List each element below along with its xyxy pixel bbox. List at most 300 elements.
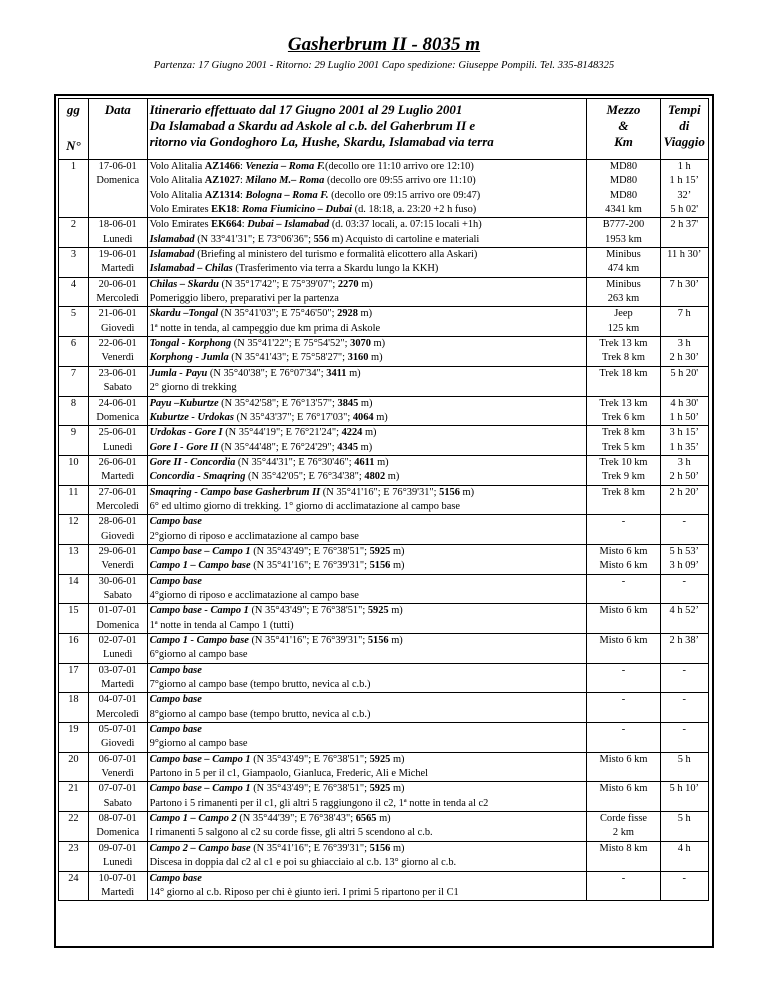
table-row (59, 604, 709, 634)
weekday: Domenica (96, 411, 140, 423)
itinerary-line (150, 307, 585, 321)
weekday: Martedì (101, 679, 135, 691)
itinerary-text-pre: 14° giorno al c.b. Riposo per chi è giunto ieri. I primi 5 ripartono per il C1 (149, 886, 459, 898)
mezzo-value (589, 708, 657, 722)
day-number: 5 (59, 307, 89, 337)
mezzo-cell (587, 307, 660, 337)
itinerary-line (150, 189, 585, 203)
table-row (59, 307, 709, 337)
itinerary-cell (147, 634, 587, 664)
itinerary-line (150, 470, 585, 484)
itinerary-text-bi: Campo base (149, 664, 202, 676)
mezzo-value (589, 589, 657, 603)
tempi-cell (660, 426, 708, 456)
header-gg-label: gg (66, 102, 80, 117)
tempi-cell (660, 218, 708, 248)
mezzo-value: Misto 6 km (599, 560, 648, 572)
itinerary-text-post: (N 35°42'58"; E 76°13'57"; (218, 397, 338, 409)
header-mezzo-line: Km (614, 134, 633, 149)
itinerary-cell (147, 515, 587, 545)
itinerary-text-pre: 9°giorno al campo base (149, 738, 248, 750)
mezzo-cell (587, 337, 660, 367)
itinerary-text-bi: Venezia – Roma F. (245, 161, 326, 172)
mezzo-cell (587, 693, 660, 723)
date: 06-07-01 (98, 753, 137, 765)
day-number: 3 (59, 248, 89, 278)
tempi-cell (660, 248, 708, 278)
itinerary-text-mid: : (240, 161, 246, 172)
itinerary-text-b2: 4611 (354, 456, 375, 468)
mezzo-value: - (621, 516, 626, 528)
mezzo-value: - (621, 575, 626, 587)
itinerary-text-b2: 6565 (355, 813, 377, 825)
weekday: Sabato (103, 797, 132, 809)
mezzo-value (589, 856, 657, 870)
day-number: 2 (59, 218, 89, 248)
mezzo-cell (587, 544, 660, 574)
date: 24-06-01 (98, 397, 137, 409)
itinerary-line (150, 367, 585, 381)
date: 21-06-01 (98, 308, 137, 320)
itinerary-text-post: (Trasferimento via terra a Skardu lungo la KKH) (232, 263, 439, 275)
mezzo-value: - (621, 664, 626, 676)
day-number: 21 (59, 782, 89, 812)
tempi-value: - (682, 724, 686, 736)
itinerary-line (150, 530, 585, 544)
itinerary-text-b2: 3070 (350, 338, 371, 350)
tempi-cell (660, 634, 708, 664)
itinerary-text-bi: Skardu –Tongal (149, 308, 219, 320)
weekday: Giovedì (100, 738, 135, 750)
tempi-value: 2 h 50’ (669, 471, 699, 483)
tempi-cell (660, 782, 708, 812)
itinerary-text-b2: 2270 (337, 278, 359, 290)
weekday: Martedì (101, 263, 135, 275)
itinerary-text-b2: 4224 (341, 427, 363, 439)
tempi-cell (660, 396, 708, 426)
date: 05-07-01 (98, 724, 137, 736)
tempi-value (663, 648, 706, 662)
tempi-cell (660, 663, 708, 693)
itinerary-text-b2: 5156 (367, 635, 389, 646)
mezzo-cell (587, 634, 660, 664)
mezzo-value (589, 678, 657, 692)
day-number: 22 (59, 812, 89, 842)
mezzo-cell (587, 277, 660, 307)
itinerary-text-pre: Partono i 5 rimanenti per il c1, gli altri 5 raggiungono il c2, 1ª notte in tenda al c2 (149, 797, 489, 809)
weekday: Giovedì (100, 322, 135, 334)
itinerary-table (58, 98, 709, 901)
date: 23-06-01 (98, 367, 137, 379)
tempi-value (663, 886, 706, 900)
date-cell (88, 396, 147, 426)
mezzo-value (589, 767, 657, 781)
mezzo-cell (587, 841, 660, 871)
itinerary-text-post: (d. 03:37 locali, a. 07:15 locali +1h) (329, 219, 482, 231)
weekday: Venerdì (101, 352, 134, 364)
table-row (59, 366, 709, 396)
itinerary-text-pre: Pomeriggio libero, preparativi per la partenza (149, 293, 339, 305)
itinerary-text-post: (N 33°41'31"; E 73°06'36"; (194, 233, 314, 245)
table-row (59, 693, 709, 723)
itinerary-cell (147, 663, 587, 693)
itinerary-text-b2: 2928 (337, 308, 358, 320)
itinerary-line (150, 797, 585, 811)
itinerary-cell (147, 218, 587, 248)
itinerary-cell (147, 396, 587, 426)
itinerary-cell (147, 307, 587, 337)
table-row (59, 723, 709, 753)
tempi-cell (660, 485, 708, 515)
date: 09-07-01 (98, 842, 137, 854)
tempi-value: 3 h (677, 456, 691, 468)
itinerary-text-post2: m) (388, 635, 403, 646)
itinerary-text-post: (N 35°40'38"; E 76°07'34"; (207, 367, 327, 379)
date: 19-06-01 (98, 249, 137, 261)
itinerary-line (150, 678, 585, 692)
mezzo-value: Trek 8 km (602, 486, 645, 498)
day-number: 4 (59, 277, 89, 307)
mezzo-value (589, 797, 657, 811)
tempi-cell (660, 574, 708, 604)
itinerary-text-bi: Roma Fiumicino – Dubai (242, 204, 353, 216)
itinerary-text-mid: : (236, 204, 243, 216)
itinerary-text-post2: m) (390, 753, 405, 765)
itinerary-line (150, 604, 585, 618)
mezzo-value: Misto 8 km (599, 842, 648, 854)
table-row (59, 634, 709, 664)
itinerary-text-pre: Volo Alitalia (149, 161, 205, 172)
itinerary-text-bi: Campo base – Campo 1 (149, 545, 251, 557)
itinerary-line (150, 559, 585, 573)
itinerary-text-bi: Tongal - Korphong (149, 338, 232, 350)
date-cell (88, 663, 147, 693)
weekday: Lunedì (102, 857, 133, 869)
tempi-cell (660, 812, 708, 842)
itinerary-text-post2: m) (390, 783, 405, 795)
itinerary-line (150, 174, 585, 188)
date: 20-06-01 (98, 278, 137, 290)
date: 29-06-01 (98, 545, 137, 557)
day-number: 14 (59, 574, 89, 604)
date: 17-06-01 (98, 161, 137, 172)
date-cell (88, 871, 147, 901)
table-row (59, 426, 709, 456)
itinerary-text-post: (N 35°41'16"; E 76°39'31"; (250, 560, 370, 572)
itinerary-text-pre: Volo Emirates (149, 204, 212, 216)
header-data: Data (88, 99, 147, 160)
tempi-cell (660, 337, 708, 367)
itinerary-cell (147, 337, 587, 367)
mezzo-value (589, 530, 657, 544)
table-row (59, 574, 709, 604)
tempi-value: 2 h 37' (670, 219, 699, 231)
itinerary-line (150, 411, 585, 425)
itinerary-text-pre: Volo Alitalia (149, 175, 205, 187)
day-number: 15 (59, 604, 89, 634)
mezzo-value: Minibus (606, 278, 641, 290)
itinerary-text-bi: Campo base (149, 694, 202, 706)
itinerary-text-b2: 5925 (367, 605, 389, 617)
weekday: Domenica (96, 175, 140, 187)
tempi-cell (660, 693, 708, 723)
itinerary-line (150, 426, 585, 440)
itinerary-text-post2: m) (390, 842, 405, 854)
mezzo-value: Trek 13 km (599, 397, 648, 409)
weekday: Domenica (96, 619, 140, 631)
mezzo-cell (587, 515, 660, 545)
itinerary-text-post2: m) (390, 560, 405, 572)
itinerary-text-post2: m) (346, 367, 361, 379)
itinerary-line (150, 648, 585, 662)
mezzo-value (589, 648, 657, 662)
itinerary-text-post: (N 35°41'03"; E 75°46'50"; (218, 308, 338, 320)
date-cell (88, 604, 147, 634)
mezzo-cell (587, 455, 660, 485)
itinerary-text-post2: m) (374, 456, 389, 468)
itinerary-cell (147, 812, 587, 842)
tempi-value (663, 619, 706, 633)
itinerary-cell (147, 160, 587, 218)
mezzo-cell (587, 396, 660, 426)
tempi-value: 5 h 10’ (669, 783, 699, 795)
itinerary-text-post: (N 35°44'39"; E 76°38'43"; (236, 813, 356, 825)
itinerary-cell (147, 723, 587, 753)
itinerary-line (150, 203, 585, 217)
day-number: 23 (59, 841, 89, 871)
itinerary-cell (147, 752, 587, 782)
date-cell (88, 218, 147, 248)
table-row (59, 871, 709, 901)
date-cell (88, 723, 147, 753)
itinerary-line (150, 248, 585, 262)
itinerary-text-bi: Korphong - Jumla (149, 352, 229, 364)
table-row (59, 248, 709, 278)
mezzo-value: 125 km (607, 322, 640, 334)
itinerary-cell (147, 485, 587, 515)
tempi-value: - (682, 872, 686, 884)
itinerary-text-b2: 4064 (352, 411, 374, 423)
itinerary-text-post2: m) (358, 441, 373, 453)
day-number: 10 (59, 455, 89, 485)
date: 18-06-01 (98, 219, 137, 231)
mezzo-value: Trek 18 km (599, 367, 648, 379)
itinerary-line (150, 812, 585, 826)
itinerary-text-bi: Campo 1 – Campo 2 (149, 813, 237, 825)
tempi-value: 5 h (677, 753, 691, 765)
mezzo-cell (587, 782, 660, 812)
itinerary-text-bi: Campo 2 – Campo base (149, 842, 251, 854)
date: 08-07-01 (98, 813, 137, 825)
mezzo-cell (587, 604, 660, 634)
tempi-value: 7 h 30’ (669, 278, 699, 290)
itinerary-cell (147, 604, 587, 634)
tempi-cell (660, 723, 708, 753)
itinerary-text-b2: 4802 (364, 471, 386, 483)
date: 01-07-01 (98, 605, 137, 617)
mezzo-value: - (621, 724, 626, 736)
date-cell (88, 752, 147, 782)
tempi-value (663, 589, 706, 603)
itinerary-text-bi: Campo base (149, 575, 202, 587)
itinerary-text-bi: Bologna – Roma F. (245, 189, 329, 201)
tempi-value (663, 826, 706, 840)
mezzo-value: Corde fisse (599, 813, 647, 825)
date-cell (88, 544, 147, 574)
itinerary-line (150, 767, 585, 781)
itinerary-text-post2: m) (368, 352, 383, 364)
tempi-value (663, 856, 706, 870)
mezzo-cell (587, 366, 660, 396)
tempi-value (663, 322, 706, 336)
weekday: Domenica (96, 827, 140, 839)
mezzo-value (589, 619, 657, 633)
mezzo-cell (587, 248, 660, 278)
mezzo-cell (587, 871, 660, 901)
itinerary-line (150, 233, 585, 247)
mezzo-value: 2 km (612, 827, 634, 839)
tempi-value: 5 h (677, 813, 691, 825)
header-n-label: N° (66, 138, 81, 153)
itinerary-line (150, 693, 585, 707)
tempi-value (663, 678, 706, 692)
weekday: Sabato (103, 589, 132, 601)
itinerary-line (150, 351, 585, 365)
itinerary-text-pre: Discesa in doppia dal c2 al c1 e poi su ghiacciaio al c.b. 13° giorno al c.b. (149, 857, 457, 869)
day-number: 8 (59, 396, 89, 426)
tempi-value: 11 h 30’ (667, 249, 702, 261)
itinerary-text-bi: Islamabad (149, 233, 195, 245)
itinerary-text-b2: 5156 (369, 842, 391, 854)
weekday: Giovedì (100, 530, 135, 542)
date: 07-07-01 (98, 783, 137, 795)
itinerary-text-pre: Volo Emirates (149, 219, 212, 231)
itinerary-cell (147, 782, 587, 812)
tempi-value: - (682, 664, 686, 676)
weekday: Venerdì (101, 560, 134, 572)
weekday: Mercoledì (96, 708, 140, 720)
itinerary-text-post: (d. 18:18, a. 23:20 +2 h fuso) (352, 204, 477, 216)
tempi-value: 5 h 02' (670, 204, 699, 216)
itinerary-cell (147, 871, 587, 901)
itinerary-line (150, 486, 585, 500)
tempi-cell (660, 277, 708, 307)
tempi-value (663, 262, 706, 276)
date-cell (88, 426, 147, 456)
tempi-value: 4 h 52’ (669, 605, 699, 617)
tempi-value: 3 h 15’ (669, 427, 699, 439)
itinerary-text-b: EK18 (211, 204, 237, 216)
mezzo-value: Jeep (614, 308, 633, 320)
date: 26-06-01 (98, 456, 137, 468)
itinerary-text-post: (N 35°43'49"; E 76°38'51"; (250, 753, 370, 765)
itinerary-text-pre: 2°giorno di riposo e acclimatazione al campo base (149, 530, 359, 542)
header-itinerary-line: Itinerario effettuato dal 17 Giugno 2001 al 29 Luglio 2001 (149, 102, 463, 117)
table-row (59, 663, 709, 693)
day-number: 16 (59, 634, 89, 664)
table-row (59, 277, 709, 307)
itinerary-line (150, 886, 585, 900)
itinerary-line (150, 826, 585, 840)
itinerary-text-bi: Milano M.– Roma (245, 175, 325, 187)
itinerary-line (150, 872, 585, 886)
itinerary-text-b2: 3411 (326, 367, 347, 379)
date-cell (88, 812, 147, 842)
weekday: Venerdì (101, 768, 134, 780)
mezzo-value: Misto 6 km (599, 545, 648, 557)
itinerary-text-post: (N 35°41'22"; E 75°54'52"; (231, 338, 351, 350)
itinerary-text-post2: m) (362, 427, 377, 439)
mezzo-value: Trek 8 km (602, 427, 645, 439)
date-cell (88, 248, 147, 278)
weekday: Mercoledì (96, 500, 140, 512)
tempi-value: 1 h 50’ (669, 411, 699, 423)
mezzo-cell (587, 723, 660, 753)
itinerary-text-b2: 3160 (347, 352, 369, 364)
itinerary-line (150, 737, 585, 751)
tempi-cell (660, 752, 708, 782)
page-subtitle: Partenza: 17 Giugno 2001 - Ritorno: 29 Luglio 2001 Capo spedizione: Giuseppe Pompili. Tel. 335-8148325 (153, 60, 615, 71)
itinerary-cell (147, 544, 587, 574)
itinerary-line (150, 708, 585, 722)
itinerary-text-bi: Campo base – Campo 1 (149, 753, 251, 765)
tempi-value: 3 h (677, 338, 691, 350)
weekday: Martedì (101, 886, 135, 898)
tempi-value (663, 708, 706, 722)
mezzo-cell (587, 663, 660, 693)
mezzo-value: 474 km (607, 263, 640, 275)
itinerary-text-post2: m) (373, 411, 388, 423)
itinerary-text-pre: 6° ed ultimo giorno di trekking. 1° giorno di acclimatazione al campo base (149, 500, 460, 512)
itinerary-cell (147, 574, 587, 604)
tempi-value (663, 500, 706, 514)
mezzo-value: 4341 km (605, 204, 642, 216)
itinerary-text-post: (N 35°43'49"; E 76°38'51"; (248, 605, 368, 617)
mezzo-value: MD80 (609, 189, 638, 201)
header-itinerary-line: ritorno via Gondoghoro La, Hushe, Skardu, Islamabad via terra (149, 134, 494, 149)
mezzo-cell (587, 485, 660, 515)
weekday: Lunedì (102, 233, 133, 245)
itinerary-text-bi: Gore I - Gore II (149, 441, 219, 453)
itinerary-text-post: (Briefing al ministero del turismo e formalità elicottero alla Askari) (194, 249, 478, 261)
table-row (59, 160, 709, 218)
itinerary-text-b2: 5925 (369, 753, 391, 765)
itinerary-text-post2: m) (390, 545, 405, 557)
date: 28-06-01 (98, 516, 137, 528)
tempi-cell (660, 841, 708, 871)
itinerary-text-post: (N 35°41'43"; E 75°58'27"; (228, 352, 348, 364)
itinerary-text-b2: 5925 (369, 783, 391, 795)
table-header-row (59, 99, 709, 160)
itinerary-text-post2: m) (385, 471, 400, 483)
itinerary-text-pre: I rimanenti 5 salgono al c2 su corde fisse, gli altri 5 scendono al c.b. (149, 827, 433, 839)
mezzo-value: Minibus (606, 249, 641, 261)
tempi-value: 2 h 30’ (669, 352, 699, 364)
tempi-value (663, 233, 706, 247)
tempi-cell (660, 515, 708, 545)
table-row (59, 396, 709, 426)
itinerary-line (150, 664, 585, 678)
itinerary-text-post: (N 35°42'05"; E 76°34'38"; (245, 471, 365, 483)
itinerary-text-pre: 2° giorno di trekking (149, 382, 237, 394)
tempi-value: 4 h 30' (670, 397, 699, 409)
itinerary-line (150, 381, 585, 395)
itinerary-text-b2: 556 (313, 233, 330, 245)
header-itinerary (147, 99, 587, 160)
tempi-value: 2 h 20’ (669, 486, 699, 498)
day-number: 9 (59, 426, 89, 456)
itinerary-line (150, 160, 585, 174)
